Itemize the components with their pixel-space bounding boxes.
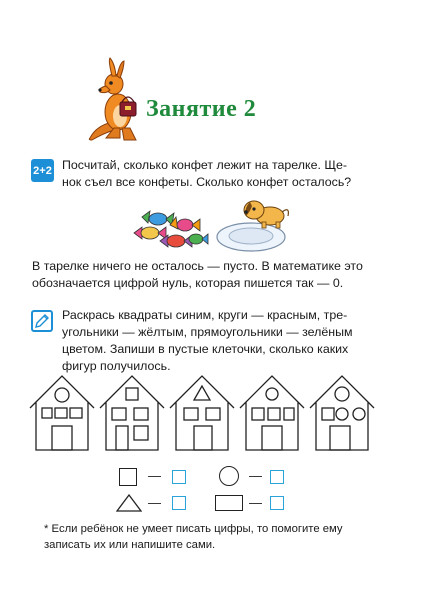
pencil-icon [31, 310, 53, 332]
lesson-title: Занятие 2 [146, 96, 257, 122]
puppy-illustration [240, 196, 292, 230]
houses-figure [28, 374, 380, 452]
circle-legend-shape [219, 466, 239, 486]
task2-line: Раскрась квадраты синим, круги — красным, тре- [62, 308, 348, 322]
house-5 [310, 376, 374, 450]
footnote-line: * Если ребёнок не умеет писать цифры, то помогите ему [44, 523, 343, 535]
task1-text [62, 157, 367, 191]
candies-illustration [130, 203, 210, 249]
legend-dash: — [148, 468, 161, 483]
kangaroo-illustration [84, 56, 148, 142]
task2-line: угольники — жёлтым, прямоугольники — зелёным [62, 325, 353, 339]
footnote-line: записать их или напишите сами. [44, 539, 216, 551]
explanation-line: обозначается цифрой нуль, которая пишется так — 0. [32, 276, 344, 290]
rectangle-legend-shape [215, 495, 243, 511]
footnote [44, 521, 374, 553]
legend-dash: — [249, 468, 262, 483]
house-3 [170, 376, 234, 450]
explanation-line: В тарелке ничего не осталось — пусто. В математике это [32, 259, 363, 273]
triangle-count-box[interactable] [172, 496, 186, 510]
circle-count-box[interactable] [270, 470, 284, 484]
task2-line: фигур получилось. [62, 359, 171, 373]
triangle-legend-shape [116, 494, 142, 512]
legend-dash: — [148, 495, 161, 510]
square-legend-shape [119, 468, 137, 486]
explanation-text [32, 258, 372, 292]
task1-line: Посчитай, сколько конфет лежит на тарелке. Ще- [62, 158, 347, 172]
legend-dash: — [249, 495, 262, 510]
task1-line: нок съел все конфеты. Сколько конфет осталось? [62, 175, 352, 189]
task2-text [62, 307, 367, 375]
counting-icon: 2+2 [31, 159, 54, 182]
task2-line: цветом. Запиши в пустые клеточки, сколько каких [62, 342, 349, 356]
house-2 [100, 376, 164, 450]
square-count-box[interactable] [172, 470, 186, 484]
house-1 [30, 376, 94, 450]
rectangle-count-box[interactable] [270, 496, 284, 510]
house-4 [240, 376, 304, 450]
